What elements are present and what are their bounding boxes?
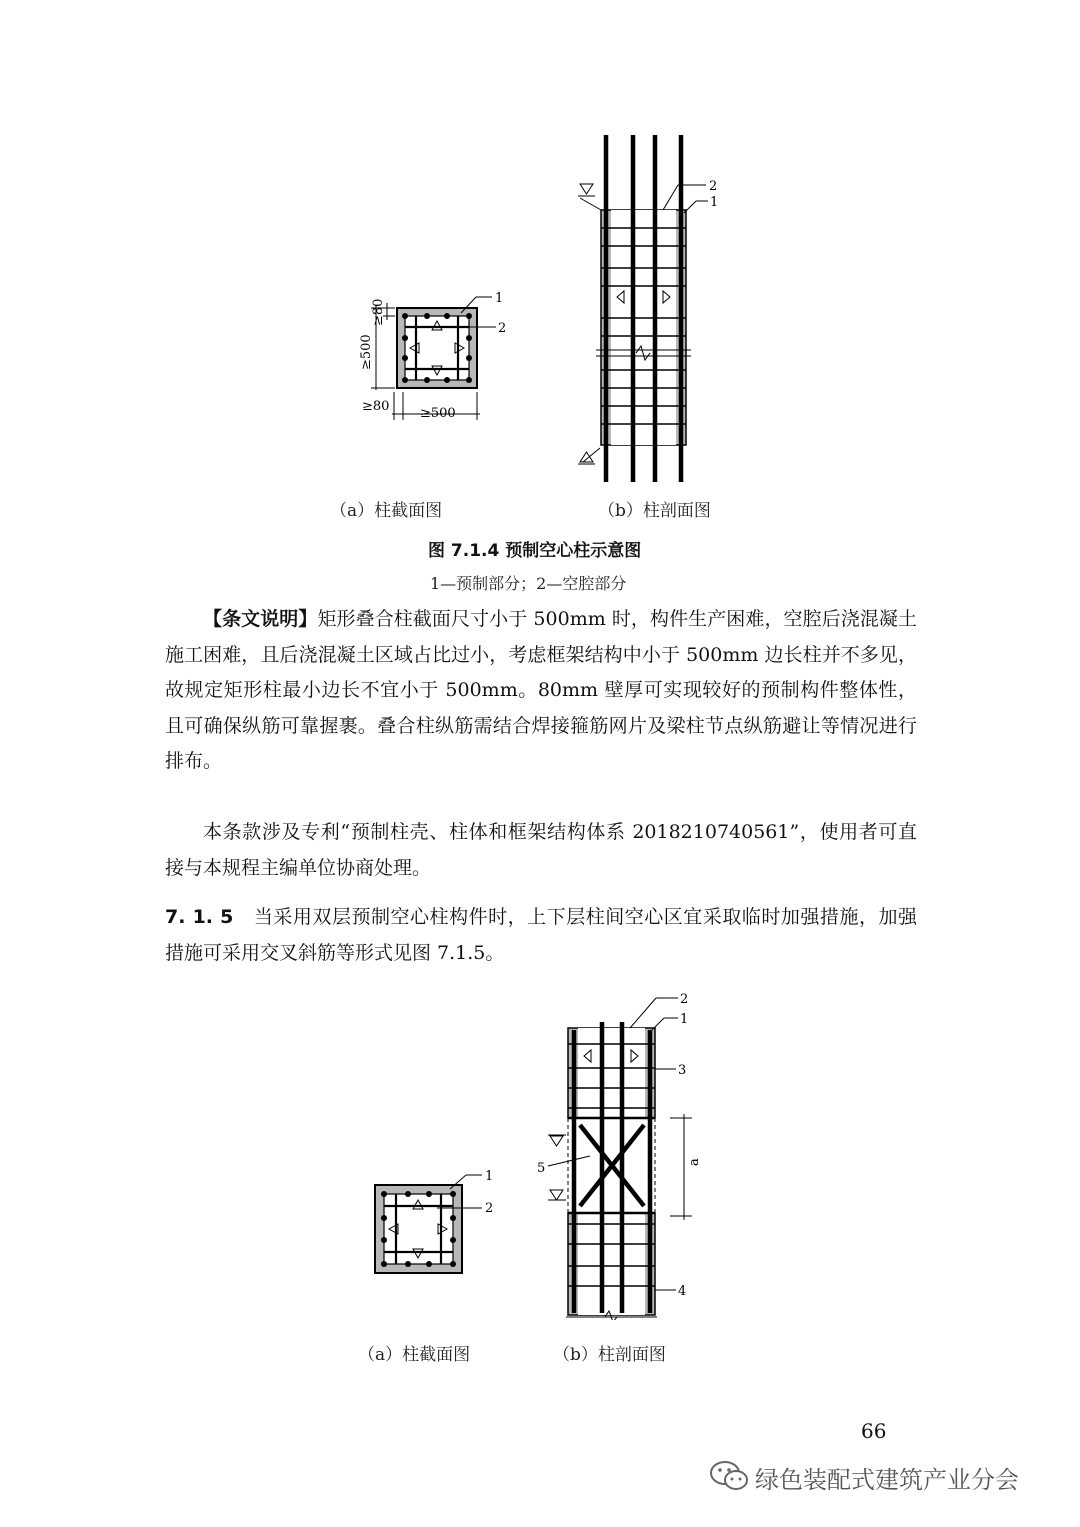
fig715b-callout-3: 3 bbox=[678, 1063, 687, 1078]
fig715-elevation-drawing bbox=[530, 990, 720, 1320]
fig714-title: 图 7.1.4 预制空心柱示意图 bbox=[428, 541, 642, 561]
fig714b-callout-1: 1 bbox=[710, 195, 719, 210]
page-number: 66 bbox=[861, 1419, 887, 1443]
explanation-label: 【条文说明】 bbox=[203, 608, 318, 630]
wechat-icon bbox=[708, 1458, 752, 1494]
fig714-dim-height: ≥500 bbox=[359, 334, 374, 370]
fig715a-callout-1: 1 bbox=[485, 1170, 494, 1184]
fig714-caption-a: （a）柱截面图 bbox=[330, 501, 443, 521]
fig715b-callout-4: 4 bbox=[678, 1284, 687, 1299]
fig715b-callout-1: 1 bbox=[680, 1012, 689, 1027]
fig714-note: 1—预制部分；2—空腔部分 bbox=[430, 574, 627, 593]
fig714-caption-b: （b）柱剖面图 bbox=[598, 501, 711, 521]
explanation-text: 矩形叠合柱截面尺寸小于 500mm 时，构件生产困难，空腔后浇混凝土施工困难，且后浇混凝土区域占比过小，考虑框架结构中小于 500mm 边长柱并不多见，故规定矩形柱最小边长不宜小于 500mm。80mm 壁厚可实现较好的预制构件整体性，且可确保纵筋可靠握裹。叠合柱纵筋需结合焊接箍筋网片及梁柱节点纵筋避让等情况进行排布。 bbox=[165, 608, 917, 772]
fig714-dim-side: ≥80 bbox=[362, 399, 390, 414]
explanation-paragraph bbox=[165, 602, 917, 780]
fig715-caption-b: （b）柱剖面图 bbox=[553, 1345, 666, 1365]
fig715b-callout-2: 2 bbox=[680, 992, 689, 1007]
fig714a-callout-2: 2 bbox=[498, 321, 507, 336]
patent-paragraph: 本条款涉及专利“预制柱壳、柱体和框架结构体系 2018210740561”，使用者可直接与本规程主编单位协商处理。 bbox=[165, 821, 917, 879]
fig715b-dim-a: a bbox=[687, 1158, 702, 1166]
fig714a-callout-1: 1 bbox=[495, 291, 504, 306]
watermark-text: 绿色装配式建筑产业分会 bbox=[755, 1466, 1019, 1494]
fig715-section-drawing bbox=[365, 1170, 500, 1280]
fig715b-callout-5: 5 bbox=[537, 1161, 546, 1176]
fig715-caption-a: （a）柱截面图 bbox=[358, 1345, 471, 1365]
fig714-elevation-drawing bbox=[570, 128, 730, 483]
clause-text: 当采用双层预制空心柱构件时，上下层柱间空心区宜采取临时加强措施，加强措施可采用交叉斜筋等形式见图 7.1.5。 bbox=[165, 906, 917, 964]
clause-number: 7. 1. 5 bbox=[165, 906, 234, 928]
fig714-section-drawing bbox=[335, 290, 535, 430]
fig714b-callout-2: 2 bbox=[709, 179, 718, 194]
clause-paragraph bbox=[165, 900, 917, 971]
fig714-dim-width: ≥500 bbox=[420, 406, 456, 421]
fig715a-callout-2: 2 bbox=[485, 1201, 494, 1216]
fig714-dim-thickness: ≥80 bbox=[371, 298, 386, 326]
